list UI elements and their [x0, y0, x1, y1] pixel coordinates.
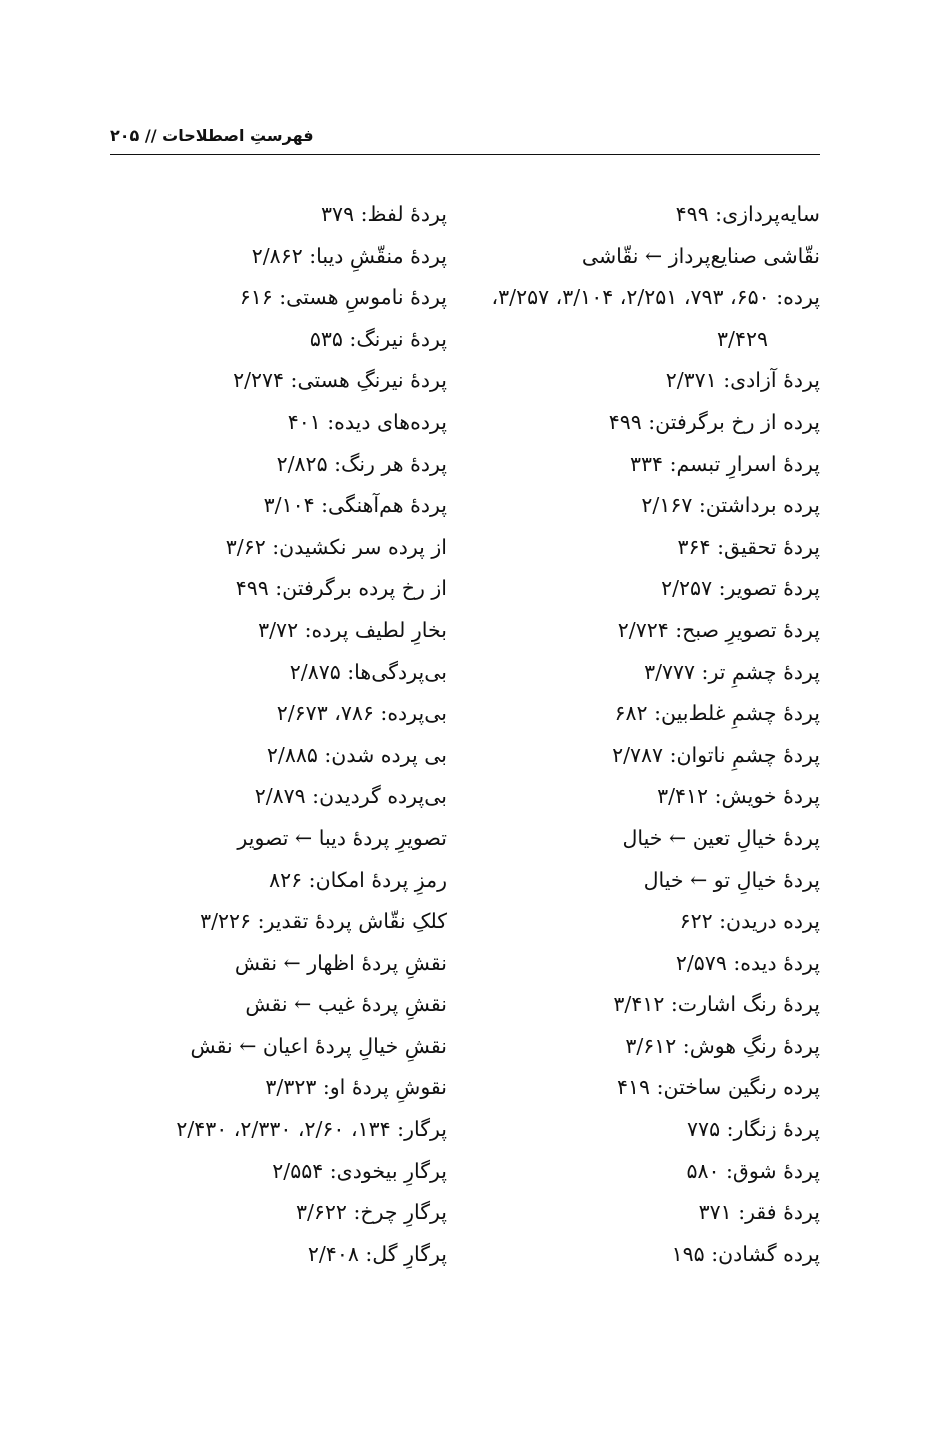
- index-entry: پردهٔ لفظ: ۳۷۹: [321, 202, 447, 226]
- index-entry: پرده: ۶۵۰، ۷۹۳، ۲/۲۵۱، ۳/۱۰۴، ۳/۲۵۷،: [491, 285, 820, 310]
- index-entry: پردهٔ شوق: ۵۸۰: [686, 1158, 820, 1183]
- index-entry: پرگارِ گل: ۲/۴۰۸: [307, 1241, 447, 1266]
- header-rule: [110, 154, 820, 155]
- index-entry: پرده‌های دیده: ۴۰۱: [287, 409, 447, 434]
- index-entry: پرده برداشتن: ۲/۱۶۷: [641, 493, 820, 518]
- index-entry: پردهٔ تصویر: ۲/۲۵۷: [661, 576, 820, 601]
- index-entry: پردهٔ هر رنگ: ۲/۸۲۵: [276, 451, 447, 476]
- index-entry: پردهٔ رنگِ هوش: ۳/۶۱۲: [625, 1033, 820, 1058]
- index-column-left: [117, 194, 447, 1275]
- index-entry: پردهٔ خیالِ تو ← خیال: [643, 867, 820, 892]
- index-entry: پردهٔ چشمِ تر: ۳/۷۷۷: [644, 659, 820, 684]
- index-entry: نقوشِ پردهٔ او: ۳/۳۲۳: [265, 1075, 447, 1100]
- index-column-right: [475, 194, 820, 1275]
- index-entry: پردهٔ رنگ اشارت: ۳/۴۱۲: [613, 992, 820, 1017]
- index-entry: پردهٔ زنگار: ۷۷۵: [687, 1117, 820, 1142]
- index-entry: پردهٔ نیرنگِ هستی: ۲/۲۷۴: [233, 368, 447, 393]
- index-entry-continuation: ۳/۴۲۹: [717, 326, 768, 351]
- index-entry: پرده رنگین ساختن: ۴۱۹: [617, 1075, 820, 1100]
- index-entry: از رخ پرده برگرفتن: ۴۹۹: [235, 576, 447, 601]
- index-entry: بخارِ لطیف پرده: ۳/۷۲: [258, 617, 447, 642]
- index-entry: پرده دریدن: ۶۲۲: [679, 909, 820, 934]
- index-entry: نقشِ پردهٔ اظهار ← نقش: [234, 950, 447, 975]
- index-entry: تصویرِ پردهٔ دیبا ← تصویر: [237, 825, 447, 850]
- index-entry: پردهٔ نیرنگ: ۵۳۵: [309, 326, 447, 351]
- index-entry: بی‌پرده گردیدن: ۲/۸۷۹: [254, 784, 447, 809]
- index-entry: نقشِ خیالِ پردهٔ اعیان ← نقش: [190, 1033, 447, 1058]
- index-entry: پردهٔ تصویرِ صبح: ۲/۷۲۴: [617, 617, 820, 642]
- index-entry: پردهٔ آزادی: ۲/۳۷۱: [665, 368, 820, 393]
- index-entry: کلکِ نقّاش پردهٔ تقدیر: ۳/۲۲۶: [200, 909, 447, 934]
- index-entry: پردهٔ اسرارِ تبسم: ۳۳۴: [630, 451, 820, 476]
- index-entry: پردهٔ چشمِ ناتوان: ۲/۷۸۷: [612, 742, 820, 767]
- index-entry: پرگارِ بیخودی: ۲/۵۵۴: [272, 1158, 447, 1183]
- index-entry: نقّاشی صنایع‌پرداز ← نقّاشی: [581, 243, 820, 268]
- index-entry: سایه‌پردازی: ۴۹۹: [675, 202, 820, 226]
- index-entry: پرده گشادن: ۱۹۵: [671, 1241, 820, 1266]
- index-entry: پردهٔ خیالِ تعین ← خیال: [622, 825, 820, 850]
- index-entry: پردهٔ ناموسِ هستی: ۶۱۶: [239, 285, 447, 310]
- index-entry: پردهٔ دیده: ۲/۵۷۹: [675, 950, 820, 975]
- index-entry: پردهٔ منقّشِ دیبا: ۲/۸۶۲: [251, 243, 447, 268]
- index-entry: پردهٔ فقر: ۳۷۱: [698, 1200, 820, 1225]
- index-entry: بی پرده شدن: ۲/۸۸۵: [266, 742, 447, 767]
- index-entry: پردهٔ تحقیق: ۳۶۴: [677, 534, 820, 559]
- index-entry: بی‌پرده: ۷۸۶، ۲/۶۷۳: [276, 701, 447, 726]
- index-entry: پردهٔ خویش: ۳/۴۱۲: [657, 784, 820, 809]
- index-entry: پردهٔ چشمِ غلط‌بین: ۶۸۲: [614, 701, 820, 726]
- running-head: فهرستِ اصطلاحات // ۲۰۵: [110, 126, 314, 145]
- index-entry: از پرده سر نکشیدن: ۳/۶۲: [225, 534, 447, 559]
- index-entry: بی‌پردگی‌ها: ۲/۸۷۵: [289, 659, 447, 684]
- index-entry: پردهٔ هم‌آهنگی: ۳/۱۰۴: [263, 493, 447, 518]
- index-entry: پرگارِ چرخ: ۳/۶۲۲: [295, 1200, 447, 1225]
- index-entry: پرگار: ۱۳۴، ۲/۶۰، ۲/۳۳۰، ۲/۴۳۰: [176, 1117, 447, 1142]
- index-entry: رمزِ پردهٔ امکان: ۸۲۶: [269, 867, 447, 892]
- index-entry: پرده از رخ برگرفتن: ۴۹۹: [608, 409, 820, 434]
- index-entry: نقشِ پردهٔ غیب ← نقش: [245, 992, 447, 1017]
